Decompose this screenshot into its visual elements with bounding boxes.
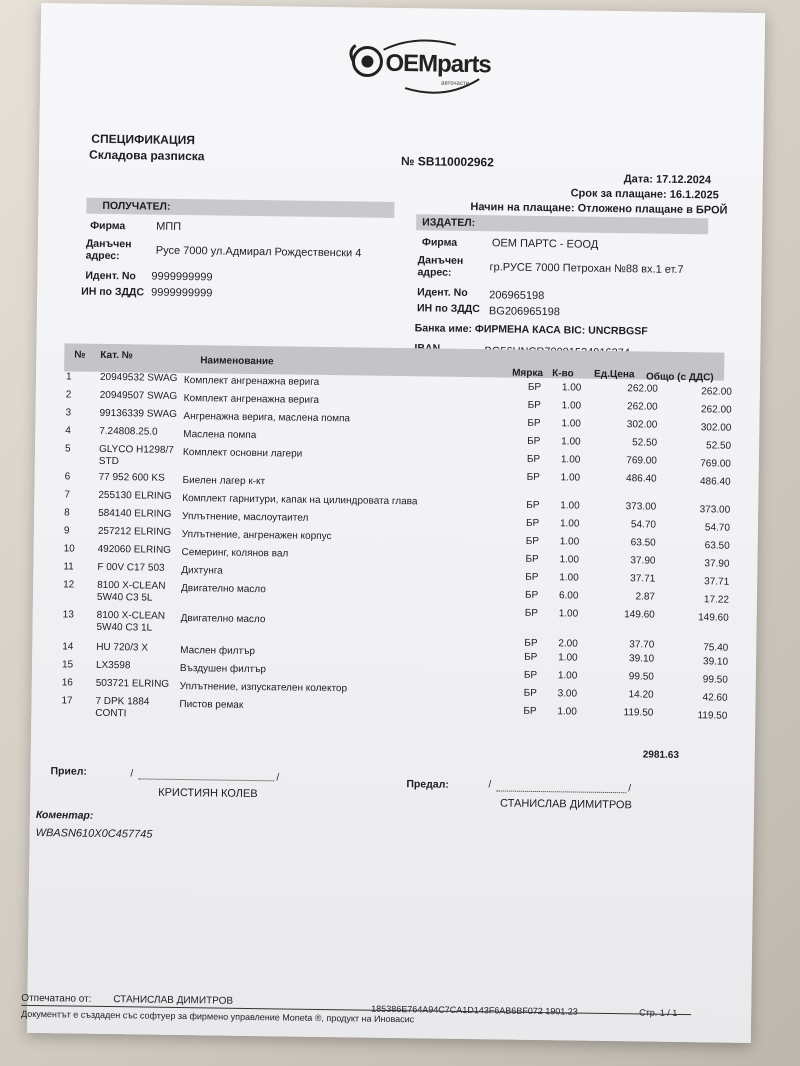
row-item-name: Дихтунга: [181, 565, 223, 577]
row-total: 52.50: [705, 440, 732, 452]
received-slash-right: /: [276, 772, 280, 784]
row-item-name: Семеринг, колянов вал: [181, 547, 289, 560]
row-unit: БР: [527, 435, 541, 448]
row-quantity: 1.00: [559, 554, 580, 566]
row-number: 1: [65, 371, 72, 383]
recipient-header: ПОЛУЧАТЕЛ:: [102, 199, 171, 213]
received-name: КРИСТИЯН КОЛЕВ: [158, 786, 258, 801]
row-unit-price: 39.10: [629, 653, 655, 665]
issuer-vat-label: ИН по ЗДДС: [416, 302, 480, 316]
row-item-name: Маслен филтър: [180, 644, 256, 658]
row-quantity-line2: 1.00: [558, 608, 579, 620]
row-catalog-number: 255130 ELRING: [98, 489, 172, 502]
doc-payment-method: Начин на плащане: Отложено плащане в БРОЙ: [470, 201, 728, 217]
row-quantity: 1.00: [560, 454, 581, 466]
row-quantity-line2: 2.00: [558, 638, 578, 650]
row-total: 42.60: [702, 692, 728, 704]
row-unit: БР: [523, 669, 538, 681]
row-quantity: 1.00: [561, 418, 581, 430]
row-number: 17: [61, 695, 73, 707]
row-number: 10: [63, 543, 75, 555]
row-total-line2: 75.40: [703, 642, 729, 654]
row-quantity: 1.00: [558, 652, 578, 664]
row-catalog-number: 503721 ELRING: [95, 677, 170, 690]
issuer-id: 206965198: [489, 289, 545, 303]
row-total: 39.10: [702, 656, 729, 668]
printed-by: СТАНИСЛАВ ДИМИТРОВ: [113, 994, 234, 1007]
row-item-name: Комплект ангренажна верига: [183, 375, 320, 388]
row-unit-price: 37.71: [630, 573, 656, 585]
issuer-vat: BG206965198: [488, 305, 560, 319]
row-number: 4: [65, 425, 71, 437]
logo-text: OEMparts: [385, 49, 491, 79]
received-label: Приел:: [50, 765, 88, 778]
col-cat-no: Кат. №: [100, 349, 133, 362]
row-unit-price: 63.50: [630, 537, 656, 549]
row-unit-price: 302.00: [626, 419, 658, 431]
row-quantity: 1.00: [559, 572, 579, 584]
row-unit-price: 99.50: [628, 671, 654, 683]
row-unit-price: 14.20: [628, 689, 654, 701]
row-total: 373.00: [699, 504, 731, 516]
row-unit-line2: БР: [526, 471, 540, 484]
row-total: 769.00: [700, 458, 731, 470]
issuer-firm: ОЕМ ПАРТС - ЕООД: [491, 237, 599, 251]
row-catalog-number: GLYCO H1298/7: [98, 443, 174, 456]
row-catalog-number-line2: 5W40 C3 1L: [96, 621, 153, 634]
row-unit: БР: [524, 651, 538, 663]
row-unit-line2: БР: [524, 607, 539, 619]
row-quantity: 1.00: [561, 400, 582, 412]
row-item-name: Комплект основни лагери: [182, 447, 303, 460]
row-catalog-number: F 00V C17 503: [97, 561, 165, 574]
row-quantity: 1.00: [559, 518, 580, 530]
row-item-name: Уплътнение, маслоутаител: [181, 511, 309, 524]
row-total: 262.00: [701, 386, 732, 398]
row-item-name: Двигателно масло: [180, 613, 266, 626]
row-total: 119.50: [697, 710, 728, 722]
row-total: 37.71: [704, 576, 730, 588]
row-unit: БР: [525, 535, 540, 547]
row-item-name: Въздушен филтър: [179, 662, 267, 676]
received-slash-left: /: [130, 768, 134, 780]
row-number: 5: [64, 443, 71, 455]
handed-slash-right: /: [628, 783, 632, 795]
handed-signature-line: [496, 789, 626, 793]
row-quantity: 1.00: [561, 382, 582, 394]
row-unit-price: 52.50: [632, 437, 658, 449]
row-total-line2: 486.40: [699, 476, 731, 488]
row-unit: БР: [526, 499, 540, 512]
col-unit: Мярка: [512, 367, 544, 380]
row-total: 37.90: [704, 558, 730, 570]
recipient-vat-label: ИН по ЗДДС: [81, 285, 145, 299]
row-item-name: Двигателно масло: [180, 583, 266, 596]
row-catalog-number: 492060 ELRING: [97, 543, 172, 556]
row-catalog-number: 20949532 SWAG: [99, 371, 178, 384]
row-item-name: Биелен лагер к-кт: [182, 475, 266, 488]
row-number: 11: [63, 561, 74, 573]
row-unit-price: 54.70: [630, 519, 657, 531]
row-total: 17.22: [703, 594, 730, 606]
row-catalog-number: 257212 ELRING: [97, 525, 172, 538]
row-item-name: Комплект гарнитури, капак на цилиндровата глава: [182, 493, 418, 508]
recipient-id-label: Идент. No: [85, 269, 136, 283]
row-catalog-number-line2: CONTI: [95, 707, 127, 720]
row-item-name: Пистов ремак: [179, 698, 244, 711]
row-number: 14: [62, 641, 74, 653]
row-unit: БР: [524, 589, 539, 601]
row-number: 3: [65, 407, 72, 419]
row-unit-price: 2.87: [635, 591, 656, 603]
row-unit: БР: [527, 381, 542, 394]
row-item-name: Ангренажна верига, маслена помпа: [183, 411, 351, 425]
recipient-vat: 9999999999: [151, 286, 213, 300]
row-number: 12: [63, 579, 75, 591]
page-number: Стр. 1 / 1: [639, 1007, 678, 1018]
row-quantity-line2: 1.00: [560, 472, 581, 484]
recipient-id: 9999999999: [151, 270, 213, 284]
col-no: №: [74, 349, 86, 361]
row-catalog-number: 20949507 SWAG: [99, 389, 178, 402]
row-quantity: 1.00: [557, 670, 578, 682]
row-quantity: 1.00: [560, 500, 580, 512]
row-quantity: 1.00: [559, 536, 580, 548]
row-unit-price: 373.00: [625, 501, 657, 513]
row-number: 6: [64, 471, 71, 483]
doc-number: № SB110002962: [400, 154, 494, 170]
row-unit: БР: [525, 571, 539, 583]
row-catalog-number: 584140 ELRING: [98, 507, 172, 520]
row-quantity: 1.00: [561, 436, 581, 448]
handed-name: СТАНИСЛАВ ДИМИТРОВ: [500, 797, 632, 812]
row-unit-price-line2: 149.60: [624, 609, 655, 621]
row-item-name: Уплътнение, изпускателен колектор: [179, 680, 348, 695]
recipient-address: Русе 7000 ул.Адмирал Рождественски 4: [155, 244, 362, 260]
row-quantity: 3.00: [557, 688, 578, 700]
row-unit-price: 262.00: [626, 401, 658, 413]
row-quantity: 1.00: [557, 706, 577, 718]
row-item-name: Уплътнение, ангренажен корпус: [181, 529, 332, 543]
row-catalog-number: 8100 X-CLEAN: [97, 579, 166, 592]
row-number: 16: [61, 677, 73, 689]
recipient-address-label: Данъчен адрес:: [85, 237, 132, 263]
row-total: 54.70: [704, 522, 731, 534]
comment-label: Коментар:: [35, 809, 94, 822]
row-unit: БР: [523, 705, 537, 717]
doc-date: Дата: 17.12.2024: [623, 173, 712, 187]
document-hash: 185386E764A94C7CA1D143F6AB6BF072 1901.23: [371, 1003, 578, 1017]
row-quantity: 6.00: [558, 590, 579, 602]
row-catalog-number: 7.24808.25.0: [99, 425, 158, 438]
row-number: 7: [64, 489, 70, 501]
row-total: 63.50: [704, 540, 730, 552]
row-catalog-number: 99136339 SWAG: [99, 407, 178, 420]
row-catalog-number: 8100 X-CLEAN: [96, 609, 166, 622]
recipient-firm: МПП: [156, 220, 182, 233]
row-item-name: Маслена помпа: [183, 429, 257, 442]
row-number: 15: [61, 659, 74, 671]
logo-subtext: авточасти: [441, 80, 470, 87]
company-logo: [345, 37, 496, 99]
row-number: 13: [62, 609, 74, 621]
handed-label: Предал:: [406, 778, 449, 791]
row-total: 99.50: [702, 674, 728, 686]
row-number: 9: [63, 525, 70, 537]
handed-slash-left: /: [488, 779, 492, 791]
printed-by-label: Отпечатано от:: [21, 992, 92, 1005]
row-unit: БР: [527, 417, 541, 430]
row-number: 2: [65, 389, 72, 401]
row-unit: БР: [525, 517, 540, 529]
doc-subtitle: Складова разписка: [89, 147, 205, 164]
row-total: 302.00: [700, 422, 732, 434]
row-unit: БР: [527, 399, 541, 412]
row-catalog-number: HU 720/3 X: [96, 641, 149, 654]
software-notice: Документът е създаден със софтуер за фирмено управление Moneta ®, продукт на Иновасис: [21, 1008, 415, 1025]
issuer-id-label: Идент. No: [417, 286, 468, 299]
grand-total: 2981.63: [642, 749, 680, 761]
row-unit-price: 119.50: [623, 707, 654, 719]
row-unit-price: 769.00: [626, 455, 657, 467]
row-unit-price: [595, 483, 657, 484]
col-total: Общо (с ДДС): [645, 371, 714, 384]
row-item-name: Комплект ангренажна верига: [183, 393, 320, 406]
issuer-header: ИЗДАТЕЛ:: [422, 216, 476, 230]
row-catalog-number: 77 952 600 KS: [98, 471, 165, 484]
doc-title: СПЕЦИФИКАЦИЯ: [91, 131, 195, 148]
row-catalog-number-line2: STD: [98, 455, 119, 468]
col-qty: К-во: [552, 368, 574, 380]
doc-due-date: Срок за плащане: 16.1.2025: [570, 187, 719, 202]
row-total: [663, 624, 729, 625]
row-unit: БР: [523, 687, 537, 699]
comment-value: WBASN610X0C457745: [35, 826, 153, 841]
row-catalog-number-line2: 5W40 C3 5L: [96, 591, 153, 604]
row-catalog-number: LX3598: [95, 659, 131, 672]
row-unit-price: [593, 621, 655, 622]
document-sheet: [21, 3, 765, 1043]
issuer-bank: Банка име: ФИРМЕНА КАСА BIC: UNCRBGSF: [414, 322, 648, 338]
row-unit-price: 37.90: [630, 555, 656, 567]
row-unit-line2: БР: [524, 637, 538, 649]
row-unit-price: 262.00: [627, 383, 658, 395]
col-price: Ед.Цена: [594, 368, 635, 381]
row-number: 8: [64, 507, 70, 519]
row-unit: БР: [526, 453, 541, 466]
issuer-firm-label: Фирма: [421, 236, 458, 249]
issuer-address: гр.РУСЕ 7000 Петрохан №88 вх.1 ет.7: [489, 261, 684, 276]
recipient-firm-label: Фирма: [90, 219, 126, 233]
row-catalog-number: 7 DPK 1884: [95, 695, 150, 708]
col-name: Наименование: [200, 355, 274, 368]
issuer-address-label: Данъчен адрес:: [417, 254, 464, 279]
row-total-line2: 149.60: [698, 612, 729, 624]
row-unit-price-line2: 486.40: [625, 473, 657, 485]
row-unit: БР: [525, 553, 539, 565]
received-signature-line: [138, 777, 274, 781]
row-unit-price-line2: 37.70: [629, 639, 655, 651]
row-total: 262.00: [700, 404, 732, 416]
